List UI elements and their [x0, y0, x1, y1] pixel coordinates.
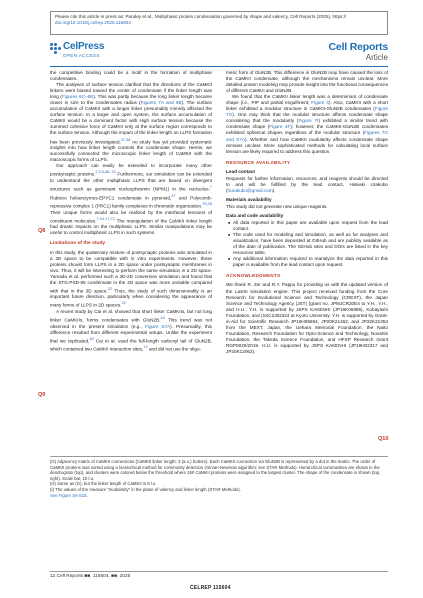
- query-mark-q8[interactable]: Q8: [38, 228, 46, 234]
- cellpress-logo-icon: [50, 43, 61, 54]
- figure-link[interactable]: Figures 7A and 6B: [140, 100, 182, 106]
- paragraph: This study did not generate new unique reagents.: [226, 203, 328, 209]
- paragraph: Requests for further information, resources, and reagents should be directed to and will be fulfilled by the lead contact, Hideaki Urakubo (hurakubo@gmail.com).: [226, 175, 388, 193]
- paragraph: In this study, the quaternary mixture of postsynaptic proteins was simulated in a 3D space to be compatible with in vitro experiments. However, these proteins should form LLPS in a 2D space under postsynaptic membranes in vivo. Thus, it will be interesting to perform the same simulation in a 2D space. Yamada et al. performed such a 3D-2D conversion simulation and found that the STG-PSD-95 condensate in the 2D space was more unstable compared with that in the 3D space.$^{22}$ Thus, the study of such dimensionality is an important future direction, particularly when considering the appearance of many forms of LLPS in 2D spaces.$^{22}$: [50, 249, 212, 308]
- paragraph: the competitive binding could be a motif in the formation of multiphase condensates.: [50, 70, 212, 82]
- paragraph: We thank R. Zer and R.Y. Pappu for providing us with the updated version of the LaSSI simulation engine. This project received funding from the Core Research for Evolutional Science and Technology (CREST), the Japan Science and Technology Agency (JST) (grant no. JPMJCR20E4 to Y.H., Y.H., and H.U.; Y.H. is supported by JSPS KAKENHI (JP19K06885), Kobayashi Foundation, and (S4C2J82324 at Kyoto University. Y.H. is supported by Grant-in-Aid for Scientific Research JP19H05694, JP20K21462, and JP22K21353 from the MEXT, Japan, the Uehara Memorial Foundation, the Naito Foundation, Research Foundation for Opto-Science and Technology, Novartis Foundation, the Takeda Science Foundation, and HFSP Research Grant RGP0020/2019. H.U. is supported by JSPS KAKENHI (JP19H02317 and JP20K12062).: [226, 282, 388, 354]
- figure-link[interactable]: Figure 7I: [298, 118, 319, 124]
- left-column: [50, 70, 212, 353]
- subheading-materials: Materials availability: [226, 196, 272, 202]
- reference-link[interactable]: 27: [171, 192, 176, 198]
- reference-link[interactable]: 74: [143, 344, 148, 350]
- figure-link[interactable]: Figure 4F: [269, 124, 291, 130]
- footnote-line: (G) Adjacency matrix of CaMKII connections (CaMKII linker length: 3 (a.u.) bottom). Each CaMKII connection via GluN2B is represented by a dot in the matrix. The order of CaMKII proteins was sorted using a hierarchical method for community detection (Girvan-Newman algorithm; see STAR Methods). Hierarchical communities are shown in the dendrogram (top), and clusters were colored below the threshold where 150 CaMKII proteins were assigned to the largest cluster. The shape of the condensate is shown (top, right). Scale bar, 10 l.u.: [50, 459, 381, 481]
- figure-link[interactable]: Figures 7G and S7A: [226, 130, 388, 142]
- reference-link[interactable]: 44: [160, 315, 165, 321]
- reference-link[interactable]: 2,3,5,66–70: [95, 169, 116, 175]
- subheading-lead-contact: Lead contact: [226, 168, 255, 174]
- query-mark-q10[interactable]: Q10: [378, 436, 389, 442]
- paragraph: Our approach can easily be extended to incorporate many other postsynaptic proteins.$^{2,3,5,66-70}$ Furthermore, our simulation can be extended to understand the other multiphasic LLPS that are based on divergent structures such as germinant nucleophosmin (NPM1) in the nucleolus.$^7$ Rubisco holoenzymes-EPYC1 condensate in pyrenoid,$^{27}$ and Polycomb-repressive complex 1 (PRC1) family complexes in chromatin organization.$^{25,26}$ Their unique forms would also be realized by the interfacial tensions of constituent molecules.$^{7,14,17,72}$ The manipulation of the CaMKII linker length had drastic impacts on the multiphasic LLPS. Similar manipulations may be useful to control multiphasic LLPS in such systems.: [50, 163, 212, 236]
- reference-link[interactable]: 25,26: [202, 201, 212, 207]
- footnote-line: (H) Same as (G), but the linker length of CaMKII is 9 l.u.: [50, 481, 157, 487]
- paragraph: meric form of GluN2B. This difference in GluN2B may have caused the loss of the CaMKII condensate, although the mechanisms remain unclear. More detailed protein modeling may provide insight into the functional consequences of different CaMKII and GluN2B.: [226, 70, 389, 94]
- reference-link[interactable]: 22: [121, 300, 126, 306]
- footer-rule: [50, 571, 388, 572]
- masthead: [50, 41, 388, 65]
- email-link[interactable]: hurakubo@gmail.com: [227, 187, 273, 193]
- paragraph: We found that the CaMKII linker length was a determinant of condensate shape (i.e., PIP and partial engulfment; Figure 4). Also, CaMKII with a short linker exhibited a modular structure in CaMKII-GluN2B condensates (Figure 7G). One may think that the modular structure affects condensate shape considering that the modularity (Figure 7I) exhibited a similar trend with condensate shape (Figure 4F); however, the CaMKII-GluN2B condensates exhibited spherical shapes regardless of the modular structure (Figures 7G and S7A). Whether and how CaMKII modularity affects condensate shape remains unclear. More sophisticated methods for calculating local surface tension are likely required to address this question.: [226, 94, 389, 154]
- citation-notice: [50, 11, 388, 35]
- publisher-name: CelPress: [63, 41, 105, 52]
- section-heading-limitations: Limitations of the study: [50, 241, 106, 247]
- query-mark-q9[interactable]: Q9: [38, 392, 46, 398]
- figure-link[interactable]: Figure 7G: [226, 106, 388, 118]
- journal-block: [329, 41, 388, 62]
- figure-link[interactable]: Figures 6C–6E: [61, 94, 94, 100]
- reference-link[interactable]: 18: [89, 335, 94, 341]
- header-rule: [50, 66, 388, 67]
- section-heading-acknowledgments: ACKNOWLEDGMENTS: [226, 273, 281, 279]
- publisher-logo[interactable]: [50, 41, 130, 65]
- reference-link[interactable]: 7: [209, 183, 212, 189]
- manuscript-id: CELREP 115604: [190, 585, 231, 591]
- data-availability-list: [228, 220, 388, 268]
- footnote-line[interactable]: See Figure S6-S15.: [50, 492, 88, 498]
- list-item: ■ Any additional information required to reanalyze the data reported in this paper is available from the lead contact upon request.: [228, 256, 388, 268]
- citation-doi-link[interactable]: doi.org/10.1016/j.celrep.2025.115604: [55, 20, 131, 25]
- open-access-label: OPEN ACCESS: [63, 53, 100, 58]
- reference-link[interactable]: 22: [107, 285, 113, 291]
- list-item: ■ All data reported in this paper are available upon request from the lead contact.: [228, 220, 388, 232]
- right-column: [226, 70, 388, 355]
- subheading-data-code: Data and code availability: [226, 212, 284, 218]
- figure-legend-footnotes: [50, 456, 388, 498]
- paragraph: A recent study by Cai et al. showed that short linker CaMKIIs, but not long linker CaMKIIs, forms condensates with GluN2B.$^{44}$ This trend was not observed in the present simulation (e.g., Figure S7A). Presumably, this difference resulted from different experimental setups. Unlike the experiment that we replicated,$^{18}$ Cai et al. used the full-length carboxyl tail of GluN2B, which contained two CaMKII interaction sites,$^{74}$ and did not use the oligo-: [50, 309, 212, 352]
- figure-link[interactable]: Figure 4: [311, 100, 329, 106]
- paragraph: The analyses of surface tension clarified that the directions of the CaMKII linkers were biased toward the center of condensate if the linker length was long (Figures 6C–6E). This was partly because the long linker length became closer in size to the condensates radius (Figures 7A and 6B). The surface accumulation of CaMKII with a longer linker presumably mimicly affected the surface tension. In a larger and open system, the surface accumulation of CaMKII would be a dominant factor with High surface tension because the summed cohesive force of CaMKII only at the surface region corresponds to the surface tension. Although the impact of the linker length on LLPS formation has been previously investigated,$^{37,38}$ no study has yet provided systematic insights into how linker length controls the condensate shape. Herein, we successfully connected the microscopic linker length of CaMKII with the macroscopic forms of LLPS.: [50, 82, 213, 163]
- list-item: ■ The code used for modeling and simulation, as well as for analyses and visualization, have been deposited at GitHub and are publicly available as of the date of publication. The GitHub sites and DOIs are listed in the key resources table.: [228, 232, 388, 256]
- footnote-line: (I) The values of the measure "modularity" in the plane of valency and linker length (STAR Methods).: [50, 486, 241, 492]
- page-footer: 12 Cell Reports ■■, 115604, ■■, 2025: [50, 574, 131, 579]
- journal-name[interactable]: Cell Reports: [328, 41, 388, 53]
- citation-text: Please cite this article in press as: Pandey et al., Multiphasic protein condensation governed by shape and valency, Cell Reports (2025), https://: [55, 14, 347, 19]
- figure-link[interactable]: Figure S7A: [145, 323, 171, 329]
- section-heading-resource-availability: RESOURCE AVAILABILITY: [226, 159, 291, 165]
- reference-link[interactable]: 37,38: [120, 136, 131, 142]
- article-type: Article: [365, 53, 388, 62]
- reference-link[interactable]: 7,14,17,72: [96, 215, 115, 221]
